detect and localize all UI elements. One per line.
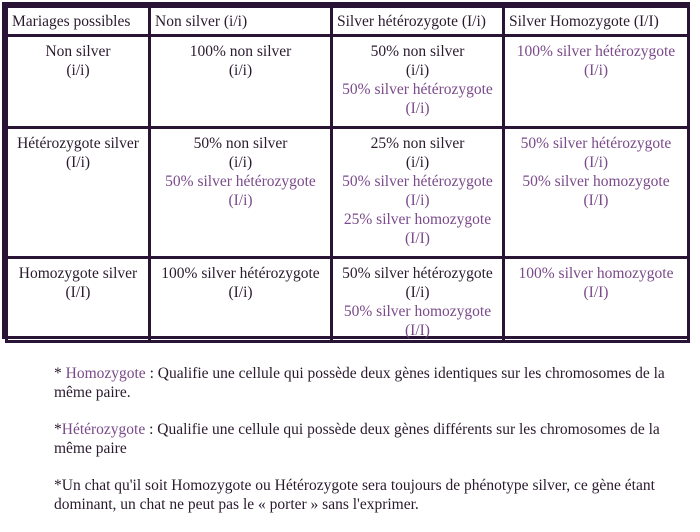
cell-line: 50% silver hétérozygote <box>342 173 493 190</box>
cell-line: (I/I) <box>583 192 609 209</box>
cell-line: 25% non silver <box>370 135 465 152</box>
cell-line: 100% silver hétérozygote <box>516 43 676 60</box>
header-mariages-possibles: Mariages possibles <box>7 7 150 36</box>
cell-line: (I/i) <box>583 62 609 79</box>
cell-r2-c3 <box>504 128 689 258</box>
term-homozygote: Homozygote <box>65 365 146 382</box>
cell-line: 50% silver homozygote <box>522 173 670 190</box>
cell-line: (I/I) <box>405 322 430 339</box>
table-row <box>7 258 689 342</box>
crossing-table <box>2 2 690 339</box>
cell-r1-c2 <box>332 36 504 128</box>
cell-line: 25% silver homozygote <box>343 211 492 228</box>
definitions-notes <box>54 364 694 532</box>
cell-line: (i/i) <box>405 154 430 171</box>
note-prefix: * <box>54 421 62 438</box>
cell-line: 50% silver hétérozygote <box>165 173 316 190</box>
cell-line: (I/i) <box>583 154 609 171</box>
row-label-heterozygote-silver <box>7 128 150 258</box>
cell-line: 50% non silver <box>370 43 465 60</box>
cell-r2-c1 <box>150 128 332 258</box>
header-row <box>7 7 689 36</box>
note-text: : Qualifie une cellule qui possède deux gènes différents sur les chromosomes de la même paire <box>54 421 660 457</box>
cell-line: 100% silver hétérozygote <box>161 265 320 282</box>
note-heterozygote <box>54 420 694 458</box>
cell-line: 50% silver hétérozygote <box>520 135 672 152</box>
note-text: *Un chat qu'il soit Homozygote ou Hétérozygote sera toujours de phénotype silver, ce gène étant dominant, un chat ne peut pas le « porter » sans l'exprimer. <box>54 477 655 513</box>
term-heterozygote: Hétérozygote <box>61 421 146 438</box>
cell-line: (I/i) <box>228 192 253 209</box>
table-row <box>7 128 689 258</box>
cell-line: 50% silver hétérozygote <box>342 81 493 98</box>
cell-r1-c3 <box>504 36 689 128</box>
row-label-homozygote-silver <box>7 258 150 342</box>
table-row <box>7 36 689 128</box>
cell-line: (i/i) <box>228 154 253 171</box>
row-label-line: (I/I) <box>65 284 91 301</box>
cell-line: 50% non silver <box>193 135 288 152</box>
cell-line: (I/i) <box>405 284 430 301</box>
cell-line: (i/i) <box>228 62 253 79</box>
note-text: : Qualifie une cellule qui possède deux gènes identiques sur les chromosomes de la même paire. <box>54 365 665 401</box>
row-label-non-silver <box>7 36 150 128</box>
cell-line: (I/i) <box>405 192 430 209</box>
cell-line: 50% silver hétérozygote <box>342 265 493 282</box>
cell-line: 50% silver homozygote <box>343 303 492 320</box>
row-label-line: (I/i) <box>65 154 91 171</box>
cell-r3-c3 <box>504 258 689 342</box>
cell-r3-c2 <box>332 258 504 342</box>
cell-line: (I/I) <box>583 284 609 301</box>
row-label-line: Hétérozygote silver <box>17 135 139 152</box>
cell-line: (I/i) <box>228 284 253 301</box>
cell-r2-c2 <box>332 128 504 258</box>
cell-r3-c1 <box>150 258 332 342</box>
cell-line: (I/I) <box>405 230 430 247</box>
cell-line: (I/i) <box>405 100 430 117</box>
cell-line: 100% non silver <box>189 43 292 60</box>
header-silver-heterozygote: Silver hétérozygote (I/i) <box>332 7 504 36</box>
row-label-line: (i/i) <box>66 62 90 79</box>
note-dominance <box>54 476 694 514</box>
cell-line: (i/i) <box>405 62 430 79</box>
cell-r1-c1 <box>150 36 332 128</box>
header-non-silver: Non silver (i/i) <box>150 7 332 36</box>
row-label-line: Homozygote silver <box>18 265 138 282</box>
header-silver-homozygote: Silver Homozygote (I/I) <box>504 7 689 36</box>
row-label-line: Non silver <box>45 43 111 60</box>
genetics-matrix <box>5 5 690 343</box>
note-prefix: * <box>54 365 66 382</box>
cell-line: 100% silver homozygote <box>518 265 674 282</box>
note-homozygote <box>54 364 694 402</box>
